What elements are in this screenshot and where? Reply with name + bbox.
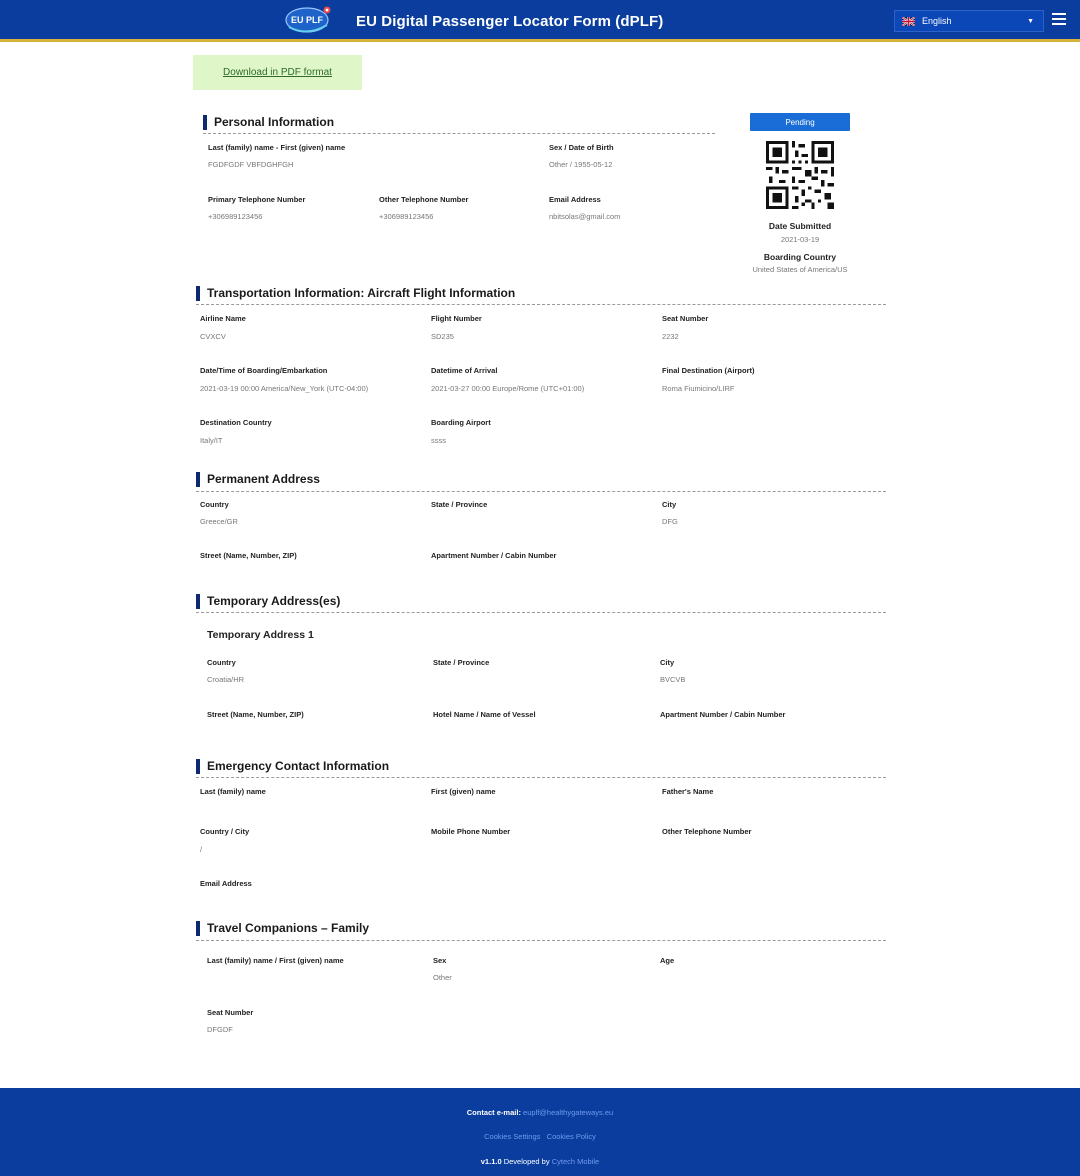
qr-code — [766, 141, 834, 209]
footer-contact — [0, 1108, 1080, 1117]
boarding-datetime-label: Date/Time of Boarding/Embarkation — [200, 366, 328, 375]
boarding-country-value: United States of America/US — [752, 265, 848, 274]
primary-phone-label: Primary Telephone Number — [208, 195, 306, 204]
uk-flag-icon — [902, 17, 915, 26]
temp-hotel-label: Hotel Name / Name of Vessel — [433, 710, 536, 719]
language-select[interactable] — [894, 10, 1044, 32]
companion-name-label: Last (family) name / First (given) name — [207, 956, 344, 965]
name-label: Last (family) name - First (given) name — [208, 143, 346, 152]
primary-phone-value: +306989123456 — [208, 212, 263, 221]
final-destination-label: Final Destination (Airport) — [662, 366, 755, 375]
emergency-other-phone-label: Other Telephone Number — [662, 827, 752, 836]
cookies-settings-link[interactable]: Cookies Settings — [484, 1132, 541, 1141]
date-submitted-label: Date Submitted — [768, 221, 832, 231]
flight-number-value: SD235 — [431, 332, 454, 341]
seat-number-value: 2232 — [662, 332, 679, 341]
footer-version — [0, 1157, 1080, 1166]
status-badge[interactable]: Pending — [750, 113, 850, 131]
emergency-country-city-label: Country / City — [200, 827, 250, 836]
companion-age-label: Age — [660, 956, 675, 965]
temp-country-label: Country — [207, 658, 236, 667]
boarding-country-label: Boarding Country — [763, 252, 837, 262]
emergency-last-name-label: Last (family) name — [200, 787, 266, 796]
emergency-email-label: Email Address — [200, 879, 252, 888]
version-label: v1.1.0 — [480, 1157, 502, 1166]
transport-info-title: Transportation Information: Aircraft Flight Information — [196, 286, 515, 301]
logo-text: EU PLF — [290, 15, 324, 25]
pdf-download-box — [193, 55, 362, 90]
airline-value: CVXCV — [200, 332, 226, 341]
section-divider — [196, 304, 886, 305]
perm-city-value: DFG — [662, 517, 678, 526]
boarding-airport-value: ssss — [431, 436, 446, 445]
chevron-down-icon: ▼ — [1027, 18, 1034, 25]
temporary-address-title: Temporary Address(es) — [196, 594, 340, 609]
other-phone-value: +306989123456 — [379, 212, 434, 221]
section-divider — [196, 612, 886, 613]
emergency-country-city-value: / — [200, 845, 203, 854]
temp-apartment-label: Apartment Number / Cabin Number — [660, 710, 786, 719]
download-pdf-link[interactable]: Download in PDF format — [223, 67, 332, 78]
permanent-address-title: Permanent Address — [196, 472, 320, 487]
flight-number-label: Flight Number — [431, 314, 482, 323]
date-submitted-value: 2021-03-19 — [780, 235, 820, 244]
page-footer — [0, 1088, 1080, 1176]
hamburger-menu-icon[interactable] — [1052, 13, 1066, 27]
temp-state-label: State / Province — [433, 658, 490, 667]
developer-link[interactable]: Cytech Mobile — [551, 1157, 600, 1166]
perm-street-label: Street (Name, Number, ZIP) — [200, 551, 297, 560]
sex-dob-value: Other / 1955-05-12 — [549, 160, 613, 169]
name-value: FGDFGDF VBFDGHFGH — [208, 160, 294, 169]
section-divider — [196, 491, 886, 492]
destination-country-label: Destination Country — [200, 418, 272, 427]
destination-country-value: Italy/IT — [200, 436, 223, 445]
other-phone-label: Other Telephone Number — [379, 195, 469, 204]
cookies-policy-link[interactable]: Cookies Policy — [546, 1132, 596, 1141]
top-header — [0, 0, 1080, 42]
temp-country-value: Croatia/HR — [207, 675, 245, 684]
companion-sex-label: Sex — [433, 956, 447, 965]
perm-city-label: City — [662, 500, 677, 509]
sex-dob-label: Sex / Date of Birth — [549, 143, 614, 152]
perm-country-label: Country — [200, 500, 229, 509]
email-value: nbitsolas@gmail.com — [549, 212, 621, 221]
section-divider — [196, 777, 886, 778]
companion-seat-value: DFGDF — [207, 1025, 233, 1034]
section-divider — [196, 940, 886, 941]
emergency-father-name-label: Father's Name — [662, 787, 714, 796]
temporary-address-subtitle: Temporary Address 1 — [207, 629, 314, 641]
companion-seat-label: Seat Number — [207, 1008, 254, 1017]
temp-city-value: BVCVB — [660, 675, 686, 684]
perm-country-value: Greece/GR — [200, 517, 238, 526]
emergency-first-name-label: First (given) name — [431, 787, 496, 796]
temp-street-label: Street (Name, Number, ZIP) — [207, 710, 304, 719]
temp-city-label: City — [660, 658, 675, 667]
footer-cookies — [0, 1132, 1080, 1141]
perm-apartment-label: Apartment Number / Cabin Number — [431, 551, 557, 560]
arrival-datetime-value: 2021-03-27 00:00 Europe/Rome (UTC+01:00) — [431, 384, 585, 393]
footer-contact-email-link[interactable]: euplf@healthygateways.eu — [523, 1108, 614, 1117]
boarding-airport-label: Boarding Airport — [431, 418, 491, 427]
developed-by-label: Developed by — [503, 1157, 550, 1166]
perm-state-label: State / Province — [431, 500, 488, 509]
eu-plf-logo[interactable] — [283, 3, 335, 39]
airline-label: Airline Name — [200, 314, 246, 323]
seat-number-label: Seat Number — [662, 314, 709, 323]
personal-info-title: Personal Information — [203, 115, 334, 130]
final-destination-value: Roma Fiumicino/LIRF — [662, 384, 735, 393]
arrival-datetime-label: Datetime of Arrival — [431, 366, 498, 375]
footer-contact-label: Contact e-mail: — [466, 1108, 521, 1117]
email-label: Email Address — [549, 195, 601, 204]
language-label: English — [922, 16, 952, 26]
companion-sex-value: Other — [433, 973, 452, 982]
emergency-contact-title: Emergency Contact Information — [196, 759, 389, 774]
emergency-mobile-label: Mobile Phone Number — [431, 827, 511, 836]
boarding-datetime-value: 2021-03-19 00:00 America/New_York (UTC-04:00) — [200, 384, 369, 393]
page-title: EU Digital Passenger Locator Form (dPLF) — [356, 13, 664, 30]
travel-companions-title: Travel Companions – Family — [196, 921, 369, 936]
section-divider — [203, 133, 715, 134]
